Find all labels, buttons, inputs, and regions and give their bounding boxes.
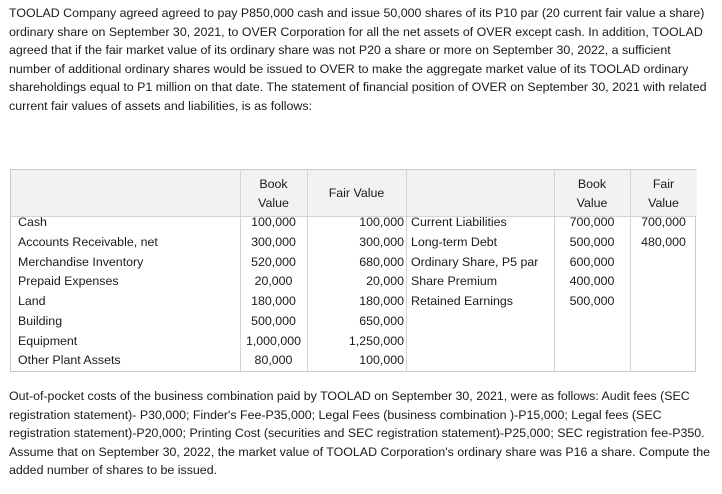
equity-book: 400,000 [569, 274, 615, 288]
header-book-value-right: Book Value [576, 177, 608, 210]
asset-label: Land [18, 294, 46, 308]
equity-label: Ordinary Share, P5 par [411, 255, 539, 269]
asset-fair: 100,000 [359, 215, 404, 229]
header-fair-value-right: Fair Value [648, 177, 679, 210]
financial-position-table [10, 169, 696, 372]
equity-book: 600,000 [569, 255, 615, 269]
liability-book: 700,000 [569, 215, 615, 229]
liability-label: Long-term Debt [411, 235, 498, 249]
asset-fair: 650,000 [359, 314, 404, 328]
equity-label: Share Premium [411, 274, 498, 288]
asset-label: Other Plant Assets [18, 353, 121, 367]
asset-label: Merchandise Inventory [18, 255, 144, 269]
liability-fair: 480,000 [641, 235, 686, 249]
asset-label: Equipment [18, 334, 78, 348]
asset-book: 80,000 [254, 353, 293, 367]
asset-book: 100,000 [251, 215, 296, 229]
asset-fair: 180,000 [359, 294, 404, 308]
asset-book: 500,000 [251, 314, 296, 328]
asset-book: 520,000 [251, 255, 296, 269]
asset-fair: 100,000 [359, 353, 404, 367]
asset-label: Building [18, 314, 63, 328]
liability-book: 500,000 [569, 235, 615, 249]
asset-label: Accounts Receivable, net [18, 235, 158, 249]
asset-label: Cash [18, 215, 47, 229]
header-fair-value-left: Fair Value [328, 186, 385, 200]
liability-fair: 700,000 [641, 215, 686, 229]
asset-fair: 680,000 [359, 255, 404, 269]
closing-paragraph: Out-of-pocket costs of the business combination paid by TOOLAD on September 30, 2021, were as follows: Audit fees (SEC registration statement)- P30,000; Finder's Fee-P35,000; Legal Fees (business combination )-P15,000; Legal fees (SEC registration statement)-P20,000; Printing Cost (securities and SEC registration statement)-P25,000; SEC registration fee-P350. Assume that on September 30, 2022, the market value of TOOLAD Corporation's ordinary share was P16 a share. Compute the added number of shares to be issued. [9, 389, 710, 478]
asset-fair: 20,000 [366, 274, 404, 288]
asset-label: Prepaid Expenses [18, 274, 119, 288]
asset-fair: 1,250,000 [348, 334, 404, 348]
asset-fair: 300,000 [359, 235, 404, 249]
asset-book: 20,000 [254, 274, 293, 288]
asset-book: 1,000,000 [245, 334, 302, 348]
equity-label: Retained Earnings [411, 294, 513, 308]
equity-book: 500,000 [569, 294, 615, 308]
intro-paragraph: TOOLAD Company agreed agreed to pay P850,000 cash and issue 50,000 shares of its P10 par (20 current fair value a share) ordinary share on September 30, 2021, to OVER Corporation for all the net assets of OVER except cash. In addition, TOOLAD agreed that if the fair market value of its ordinary share was not P20 a share or more on September 30, 2022, a sufficient number of additional ordinary shares would be issued to OVER to make the aggregate market value of its TOOLAD ordinary shareholdings equal to P1 million on that date. The statement of financial position of OVER on September 30, 2021 with related current fair values of assets and liabilities, is as follows: [9, 6, 707, 113]
asset-book: 300,000 [251, 235, 296, 249]
asset-book: 180,000 [251, 294, 296, 308]
header-book-value-left: Book Value [258, 177, 289, 210]
liability-label: Current Liabilities [411, 215, 507, 229]
